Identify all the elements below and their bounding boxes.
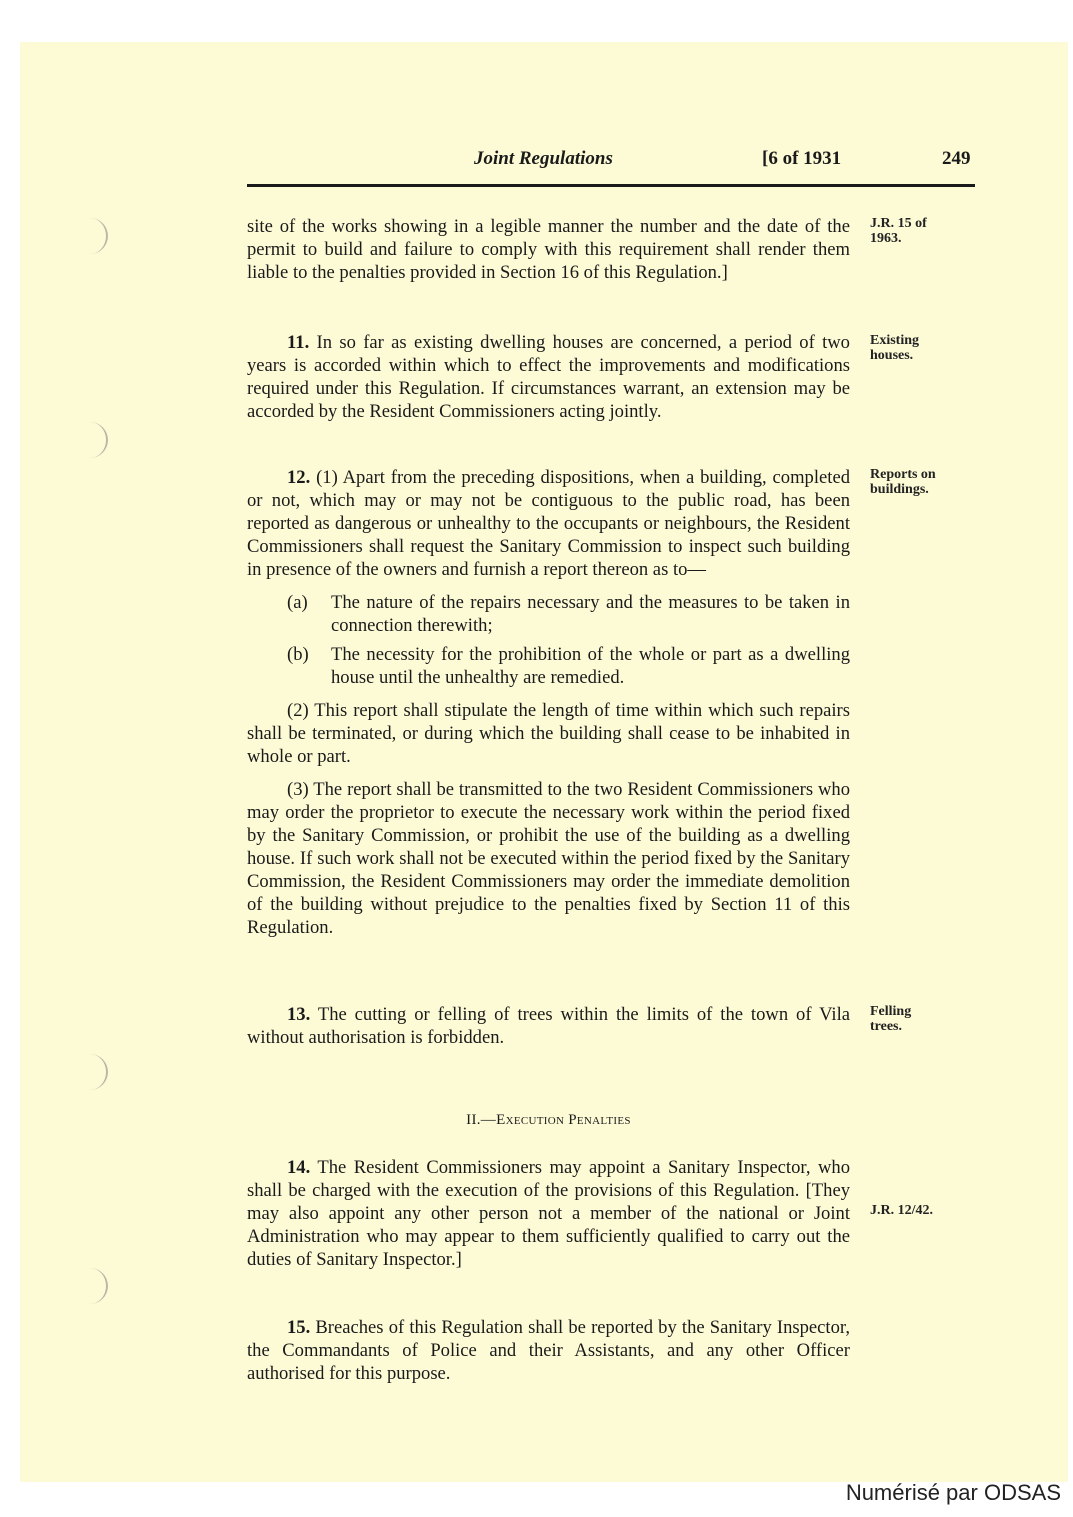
section-number: 13.	[287, 1004, 311, 1025]
section-15	[247, 1316, 850, 1385]
regulation-reference: [6 of 1931	[762, 148, 842, 169]
section-11-paragraph	[247, 331, 850, 423]
section-14-paragraph	[247, 1156, 850, 1271]
binder-hole-2	[72, 422, 108, 458]
part-heading	[247, 1112, 850, 1129]
item-label: (a)	[287, 592, 308, 613]
section-text: (1) Apart from the preceding dispositions, when a building, completed or not, which may or may not be contiguous to the public road, has been reported as dangerous or unhealthy to the occupants or neighbours, the Resident Commissioners shall request the Sanitary Commission to inspect such building in presence of the owners and furnish a report thereon as to—	[247, 467, 850, 580]
margin-note-reports-on-buildings: Reports on buildings.	[870, 467, 936, 497]
heading-text: Execution Penalties	[496, 1112, 631, 1128]
item-text: The necessity for the prohibition of the whole or part as a dwelling house until the unhealthy are remedied.	[331, 644, 850, 688]
item-text: The nature of the repairs necessary and the measures to be taken in connection therewith;	[331, 592, 850, 636]
binder-hole-3	[72, 1054, 108, 1090]
section-text: In so far as existing dwelling houses are concerned, a period of two years is accorded within which to effect the improvements and modifications required under this Regulation. If circumstances warrant, an extension may be accorded by the Resident Commissioners acting jointly.	[247, 332, 850, 422]
margin-note-existing-houses: Existing houses.	[870, 333, 920, 363]
section-11	[247, 331, 850, 423]
header-rule	[247, 184, 975, 187]
margin-note-felling-trees: Felling trees.	[870, 1004, 912, 1034]
section-number: 15.	[287, 1317, 311, 1338]
running-title: Joint Regulations	[474, 148, 613, 169]
section-13-paragraph	[247, 1003, 850, 1049]
binder-hole-4	[72, 1268, 108, 1304]
subsection-3: (3) The report shall be transmitted to the two Resident Commissioners who may order the proprietor to execute the necessary work within the period fixed by the Sanitary Commission, or prohibit the use of the building as a dwelling house. If such work shall not be executed within the period fixed by the Sanitary Commission, the Resident Commissioners may order the immediate demolition of the building without prejudice to the penalties fixed by Section 11 of this Regulation.	[247, 779, 850, 938]
digitization-stamp: Numérisé par ODSAS	[845, 1480, 1061, 1505]
section-number: 12.	[287, 467, 311, 488]
section-text: The cutting or felling of trees within the limits of the town of Vila without authorisation is forbidden.	[247, 1004, 850, 1048]
list-item-b	[287, 643, 850, 689]
margin-note-jr12: J.R. 12/42.	[870, 1203, 933, 1218]
section-number: 14.	[287, 1157, 311, 1178]
page-number: 249	[942, 148, 971, 169]
section-13	[247, 1003, 850, 1049]
section-text: The Resident Commissioners may appoint a Sanitary Inspector, who shall be charged with the execution of the provisions of this Regulation. [They may also appoint any other person not a member of the national or Joint Administration who may appear to them sufficiently qualified to carry out the duties of Sanitary Inspector.]	[247, 1157, 850, 1270]
section-12-paragraph	[247, 466, 850, 581]
item-label: (b)	[287, 644, 309, 665]
subsection-2: (2) This report shall stipulate the length of time within which such repairs shall be terminated, or during which the building shall cease to be inhabited in whole or part.	[247, 700, 850, 767]
paragraph-text: site of the works showing in a legible manner the number and the date of the permit to build and failure to comply with this requirement shall render them liable to the penalties provided in Section 16 of this Regulation.]	[247, 216, 850, 283]
section-12	[247, 466, 850, 939]
continued-paragraph	[247, 215, 850, 284]
section-number: 11.	[287, 332, 310, 353]
binder-hole-1	[72, 218, 108, 254]
margin-note-jr15: J.R. 15 of 1963.	[870, 216, 927, 246]
section-text: Breaches of this Regulation shall be reported by the Sanitary Inspector, the Commandants of Police and their Assistants, and any other Officer authorised for this purpose.	[247, 1317, 850, 1384]
list-item-a	[287, 591, 850, 637]
section-14	[247, 1156, 850, 1271]
heading-prefix: II.—	[466, 1112, 497, 1128]
section-15-paragraph	[247, 1316, 850, 1385]
